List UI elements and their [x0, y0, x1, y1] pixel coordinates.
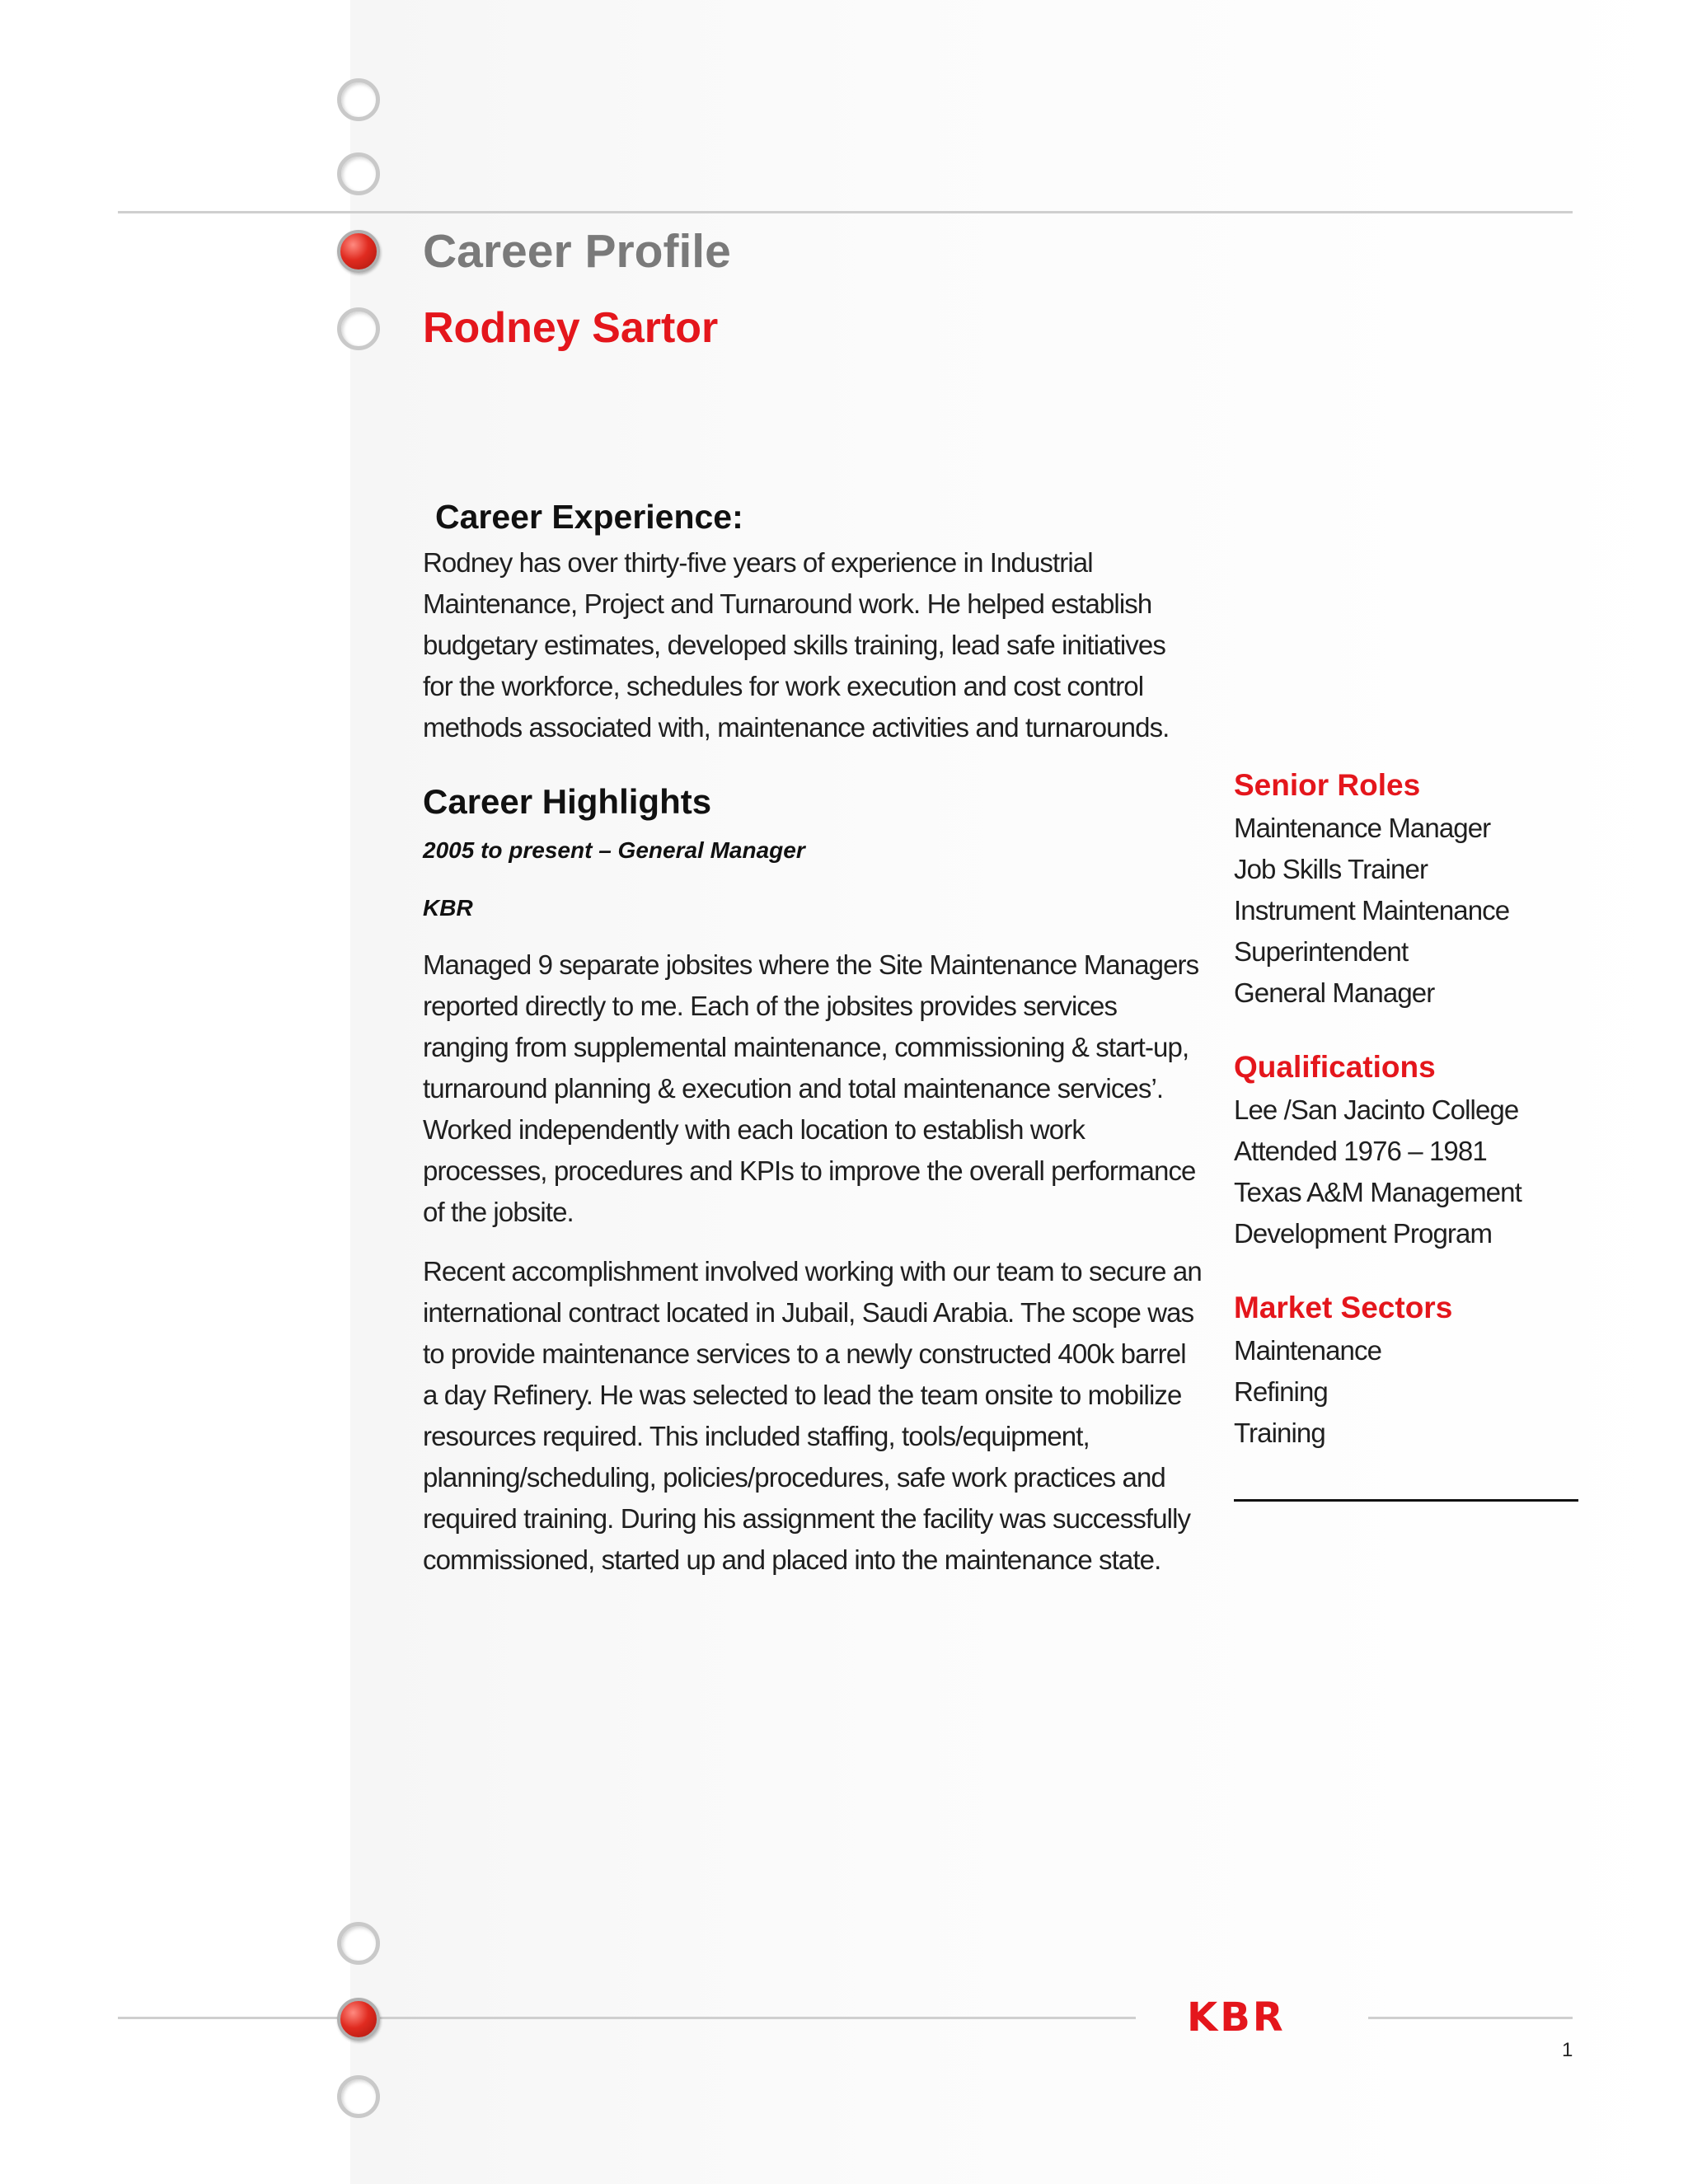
list-item: Lee /San Jacinto College: [1234, 1094, 1519, 1125]
decorative-circle-icon: [337, 307, 380, 350]
list-item: Maintenance Manager: [1234, 813, 1491, 843]
header-divider: [118, 211, 1573, 213]
decorative-red-circle-icon: [337, 230, 380, 273]
footer-divider-right: [1368, 2017, 1573, 2019]
footer-divider-left: [118, 2017, 1136, 2019]
career-experience-text: Rodney has over thirty-five years of experience in Industrial Maintenance, Project and Turnaround work. He helped establish budgetary estimates, developed skills training, lead safe initiatives for the workforce, schedules for work execution and cost control methods associated with, maintenance activities and turnarounds.: [423, 547, 1170, 743]
list-item: Job Skills Trainer: [1234, 854, 1428, 884]
qualifications-list: [1234, 1090, 1522, 1254]
person-name: Rodney Sartor: [423, 304, 719, 352]
decorative-circle-icon: [337, 2075, 380, 2118]
list-item: Instrument Maintenance: [1234, 895, 1510, 926]
qualifications-heading: Qualifications: [1234, 1050, 1436, 1084]
list-item: Refining: [1234, 1376, 1328, 1407]
highlights-paragraph-2: Recent accomplishment involved working with our team to secure an international contract located in Jubail, Saudi Arabia. The scope was to provide maintenance services to a newly constructed 400k barrel a day Refinery. He was selected to lead the team onsite to mobilize resources required. This included staffing, tools/equipment, planning/scheduling, policies/procedures, safe work practices and required training. During his assignment the facility was successfully commissioned, started up and placed into the maintenance state.: [423, 1256, 1202, 1575]
career-highlights-heading: Career Highlights: [423, 782, 712, 821]
list-item: Maintenance: [1234, 1335, 1382, 1366]
list-item: Texas A&M Management: [1234, 1177, 1522, 1207]
decorative-circle-icon: [337, 152, 380, 195]
decorative-circle-icon: [337, 1922, 380, 1965]
senior-roles-heading: Senior Roles: [1234, 768, 1421, 802]
decorative-red-circle-icon: [337, 1998, 380, 2041]
senior-roles-list: [1234, 808, 1509, 1014]
list-item: General Manager: [1234, 977, 1435, 1008]
page-title: Career Profile: [423, 225, 731, 278]
list-item: Attended 1976 – 1981: [1234, 1136, 1487, 1166]
market-sectors-heading: Market Sectors: [1234, 1291, 1453, 1324]
role-period: 2005 to present – General Manager: [423, 837, 805, 863]
list-item: Development Program: [1234, 1218, 1493, 1249]
company-name: KBR: [423, 895, 473, 921]
career-experience-heading: Career Experience:: [435, 498, 743, 536]
page-number: 1: [1562, 2039, 1573, 2061]
sidebar-divider: [1234, 1499, 1578, 1502]
list-item: Training: [1234, 1418, 1325, 1448]
market-sectors-list: [1234, 1330, 1381, 1454]
kbr-logo: KBR: [1187, 1994, 1286, 2041]
highlights-paragraph-1: Managed 9 separate jobsites where the Site Maintenance Managers reported directly to me. Each of the jobsites provides services ranging from supplemental maintenance, commissioning & start-up, turnaround planning & execution and total maintenance services’. Worked independently with each location to establish work processes, procedures and KPIs to improve the overall performance of the jobsite.: [423, 949, 1199, 1227]
decorative-circle-icon: [337, 78, 380, 121]
list-item: Superintendent: [1234, 936, 1409, 967]
